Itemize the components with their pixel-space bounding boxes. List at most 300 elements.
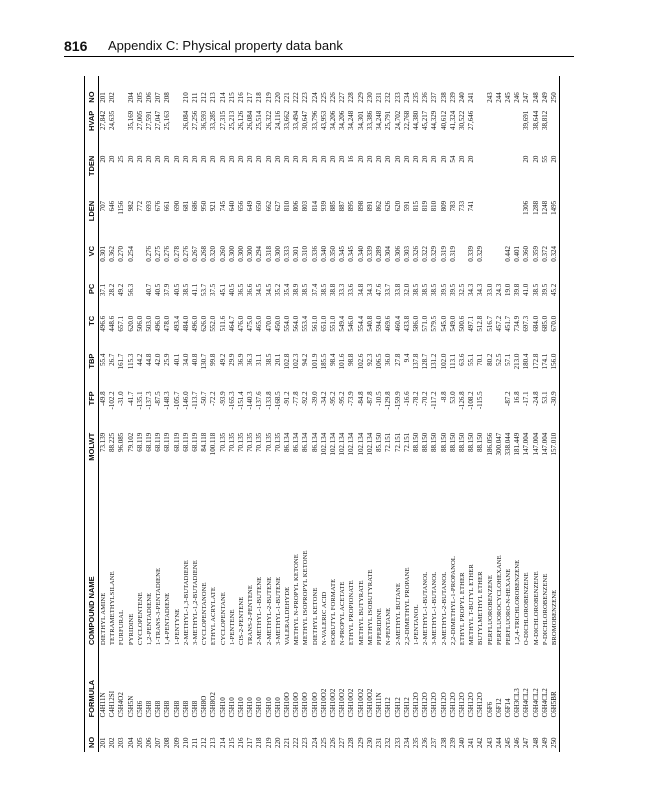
table-cell: 102.134 <box>356 432 365 456</box>
table-cell <box>486 197 495 242</box>
table-cell: 216 <box>237 737 246 748</box>
table-cell: 496.0 <box>191 315 200 332</box>
table-cell: 20 <box>467 155 476 163</box>
table-cell: 0.289 <box>375 245 384 262</box>
column-header: TFP <box>85 387 99 428</box>
table-cell: 20 <box>310 155 319 163</box>
table-cell: 516.7 <box>485 315 494 332</box>
table-cell: 232 <box>384 92 393 103</box>
table-cell: 222 <box>292 737 301 748</box>
property-data-table <box>84 76 560 752</box>
table-row <box>412 76 421 752</box>
table-cell: 40.5 <box>227 283 236 296</box>
table-cell: 186.056 <box>485 432 494 456</box>
table-cell: 207 <box>154 92 163 103</box>
table-cell: METHYL T-BUTYL ETHER <box>468 564 476 646</box>
table-cell: 222 <box>292 92 301 103</box>
table-cell <box>486 152 495 197</box>
table-cell: 211 <box>191 737 200 748</box>
table-cell: TETRAMETHYLSILANE <box>109 571 117 646</box>
table-cell: DIETHYL AMINE <box>100 592 107 646</box>
table-cell <box>117 107 126 152</box>
table-cell: 0.326 <box>411 245 420 262</box>
table-row <box>292 76 301 752</box>
table-cell: -91.2 <box>283 391 292 406</box>
table-cell: 20 <box>283 155 292 163</box>
table-row <box>191 76 200 752</box>
table-cell: 217 <box>246 92 255 103</box>
table-cell: 214 <box>218 737 227 748</box>
table-cell: 3-METHYL-1-BUTENE <box>274 576 282 646</box>
table-cell: -50.7 <box>200 391 209 406</box>
table-cell: 0.310 <box>301 245 310 262</box>
table-cell: 0.300 <box>227 245 236 262</box>
table-cell: 620 <box>393 200 402 212</box>
table-cell: TRANS-2-PENTENE <box>247 585 255 646</box>
table-cell <box>513 107 522 152</box>
table-cell: 100.118 <box>209 432 218 456</box>
table-cell <box>486 107 495 152</box>
table-cell: 38.5 <box>264 353 273 366</box>
table-cell: 174.1 <box>540 353 549 370</box>
table-cell: 205 <box>135 92 144 103</box>
table-cell: 25,791 <box>384 110 393 130</box>
table-cell: 38.5 <box>430 283 439 296</box>
table-cell: 33,662 <box>283 110 292 130</box>
table-cell: -102.2 <box>108 391 117 410</box>
table-cell <box>495 242 504 280</box>
table-cell: 70.135 <box>273 432 282 453</box>
table-cell: 1,4-PENTADIENE <box>164 592 172 646</box>
table-cell: 450.0 <box>273 315 282 332</box>
table-cell: 0.278 <box>172 245 181 262</box>
table-cell: -146.0 <box>181 391 190 410</box>
table-cell: 216 <box>237 92 246 103</box>
table-cell: 20 <box>421 155 430 163</box>
table-cell <box>550 107 560 152</box>
table-cell: 0.319 <box>439 245 448 262</box>
table-cell: 102.6 <box>356 353 365 370</box>
table-cell: 1495 <box>550 197 560 242</box>
table-cell: 92.3 <box>365 353 374 366</box>
table-cell: 2-METHYL-2-BUTENE <box>265 576 273 646</box>
table-cell: 230 <box>365 92 374 103</box>
table-cell: 137.8 <box>411 353 420 370</box>
table-cell: 28.2 <box>108 283 117 296</box>
table-cell: 39.5 <box>448 283 457 296</box>
table-cell: 39.5 <box>540 283 549 296</box>
table-cell: 661 <box>163 200 172 212</box>
table-cell: -34.2 <box>319 391 328 406</box>
table-cell: 0.339 <box>467 245 476 262</box>
table-cell: 202 <box>108 737 117 748</box>
table-cell: C5H12O <box>457 692 466 718</box>
table-cell: 626 <box>384 200 393 212</box>
table-cell: 0.329 <box>476 245 485 262</box>
table-cell: 228 <box>347 92 356 103</box>
table-cell <box>504 107 513 152</box>
table-cell: C5H10O2 <box>319 688 328 718</box>
table-cell: C5H8O <box>200 695 209 718</box>
table-cell: 0.320 <box>209 245 218 262</box>
table-row <box>99 76 109 752</box>
table-cell: 469.6 <box>384 315 393 332</box>
table-cell: 250 <box>550 76 560 107</box>
table-cell: 809 <box>439 200 448 212</box>
table-cell: 68.119 <box>154 432 163 452</box>
table-cell: 63.6 <box>457 353 466 366</box>
table-cell: 734.9 <box>513 315 522 332</box>
table-cell: 26.7 <box>108 353 117 366</box>
table-cell: -16.6 <box>402 391 411 406</box>
table-cell: 224 <box>310 92 319 103</box>
table-cell: 20 <box>227 155 236 163</box>
table-cell: 38.9 <box>292 283 301 296</box>
table-cell: METHYL ISOBUTYRATE <box>366 569 374 646</box>
table-cell: 34.5 <box>264 283 273 296</box>
table-cell: 0.345 <box>338 245 347 262</box>
table-cell: 84.118 <box>200 432 209 452</box>
table-cell: 226 <box>329 737 338 748</box>
table-cell: 0.275 <box>154 245 163 262</box>
column-header: COMPOUND NAME <box>85 486 99 649</box>
table-cell: -92.2 <box>301 391 310 406</box>
table-row <box>154 76 163 752</box>
table-cell: -87.8 <box>365 391 374 406</box>
table-cell: 219 <box>264 737 273 748</box>
table-cell: 433.8 <box>402 315 411 332</box>
table-cell: 891 <box>365 200 374 212</box>
table-cell: 0.270 <box>117 245 126 262</box>
table-cell: 130.7 <box>200 353 209 370</box>
table-cell: C5H10 <box>237 697 246 718</box>
table-cell: 181.449 <box>513 432 522 456</box>
table-cell: 27,646 <box>467 110 476 130</box>
column-header: FORMULA <box>85 649 99 721</box>
table-cell: 620.0 <box>126 315 135 332</box>
table-cell: 102.134 <box>329 432 338 456</box>
table-cell: 34,206 <box>338 110 347 130</box>
table-cell: 0.322 <box>421 245 430 262</box>
table-cell: C5H12 <box>393 697 402 718</box>
table-cell: 0.268 <box>200 245 209 262</box>
table-cell: 662 <box>264 200 273 212</box>
table-cell <box>504 197 513 242</box>
table-cell: 657.1 <box>117 315 126 332</box>
table-cell: 239 <box>448 737 457 748</box>
table-cell: 68.119 <box>145 432 154 452</box>
table-cell: 53.1 <box>540 391 549 404</box>
table-cell: 31.1 <box>255 353 264 366</box>
table-row <box>108 76 117 752</box>
table-cell: 102.134 <box>365 432 374 456</box>
table-cell: 180.4 <box>522 353 531 370</box>
table-cell: 27,591 <box>145 110 154 130</box>
table-cell: C5H10O2 <box>347 688 356 718</box>
table-cell: 20 <box>145 155 154 163</box>
table-cell: 72.151 <box>393 432 402 453</box>
table-cell: C5H12O <box>430 692 439 718</box>
table-cell: 204 <box>126 737 135 748</box>
table-cell: C6H4CL2 <box>522 688 531 718</box>
table-cell: PIPERIDINE <box>376 608 384 646</box>
table-cell: 32.5 <box>457 283 466 296</box>
table-cell: ETHYL ACRYLATE <box>210 587 218 646</box>
table-cell: BUTYLMETHYL ETHER <box>477 571 485 646</box>
table-cell: 49.2 <box>218 353 227 366</box>
table-cell: DIETHYL KETONE <box>311 587 319 646</box>
table-cell: N-VALERIC ACID <box>320 591 328 646</box>
table-cell: 20 <box>329 155 338 163</box>
table-cell: -148.3 <box>163 391 172 410</box>
table-cell: 34,301 <box>356 110 365 130</box>
table-cell <box>476 197 485 242</box>
table-cell: 88.150 <box>430 432 439 453</box>
table-cell: 227 <box>338 92 347 103</box>
table-cell: 33.6 <box>347 283 356 296</box>
table-cell: 70.1 <box>476 353 485 366</box>
table-cell: C5H10 <box>218 697 227 718</box>
table-cell: 0.372 <box>540 245 549 262</box>
table-cell: 26,084 <box>181 110 190 130</box>
table-cell: 627 <box>273 200 282 212</box>
table-cell: 546.0 <box>347 315 356 332</box>
table-cell: 55.4 <box>99 353 107 366</box>
table-cell: -87.5 <box>154 391 163 406</box>
table-row <box>173 76 182 752</box>
table-cell: 68.119 <box>181 432 190 452</box>
table-cell: 86.134 <box>292 432 301 453</box>
table-cell: 35.2 <box>273 283 282 296</box>
column-header: TDEN <box>85 152 99 197</box>
table-row <box>338 76 347 752</box>
table-cell: 20 <box>439 155 448 163</box>
table-cell: C5H10O <box>301 692 310 718</box>
table-cell: 238 <box>439 92 448 103</box>
table-cell: 0.350 <box>329 245 338 262</box>
table-row <box>347 76 356 752</box>
table-cell: 240 <box>457 92 466 103</box>
table-cell: 41,324 <box>448 110 457 130</box>
table-cell: 497.1 <box>467 315 476 332</box>
table-row <box>127 76 136 752</box>
table-cell: 815 <box>411 200 420 212</box>
table-cell: 1-PENTYNE <box>173 608 181 646</box>
table-cell: 203 <box>117 737 126 748</box>
table-cell: 225 <box>319 737 328 748</box>
table-cell: 0.401 <box>513 245 522 262</box>
table-cell: 551.0 <box>329 315 338 332</box>
table-cell: 545.0 <box>439 315 448 332</box>
table-cell: 40.7 <box>145 283 154 296</box>
table-cell: 2-METHYL-1-BUTANOL <box>422 571 430 646</box>
table-cell: C6H3CL3 <box>513 688 522 718</box>
table-cell: 982 <box>126 200 135 212</box>
column-header: MOLWT <box>85 429 99 486</box>
table-cell: 885 <box>329 200 338 212</box>
table-cell: 493.4 <box>172 315 181 332</box>
table-cell: 20 <box>255 155 264 163</box>
table-row <box>237 76 246 752</box>
table-row <box>219 76 228 752</box>
table-cell: 686 <box>191 200 200 212</box>
table-cell: 237 <box>430 92 439 103</box>
table-cell: 0.260 <box>218 245 227 262</box>
table-cell: 626.0 <box>200 315 209 332</box>
table-cell: 44.8 <box>145 353 154 366</box>
table-cell <box>136 280 145 312</box>
table-cell: 55.1 <box>467 353 476 366</box>
table-cell: 38.5 <box>531 283 540 296</box>
table-cell: 0.267 <box>191 245 200 262</box>
table-cell: 561.0 <box>310 315 319 332</box>
table-cell: C5H10O <box>310 692 319 718</box>
table-cell: 887 <box>338 200 347 212</box>
table-cell: 33,285 <box>209 110 218 130</box>
table-cell: 33.8 <box>393 283 402 296</box>
table-cell: C5H8 <box>181 700 190 718</box>
table-cell: 549.4 <box>338 315 347 332</box>
table-cell: 68.119 <box>172 432 181 452</box>
table-cell: 225 <box>319 92 328 103</box>
table-row <box>301 76 310 752</box>
table-cell: 218 <box>255 737 264 748</box>
table-cell: 210 <box>181 737 190 748</box>
table-cell: 185.5 <box>319 353 328 370</box>
table-cell: 233 <box>393 737 402 748</box>
table-cell: 20 <box>264 155 273 163</box>
table-cell: 236 <box>421 92 430 103</box>
table-cell: 55 <box>540 155 549 163</box>
table-cell: 47.6 <box>375 283 384 296</box>
table-cell: 25,514 <box>255 110 264 130</box>
table-cell: 248 <box>531 737 540 748</box>
table-cell: C4H11N <box>99 692 107 718</box>
table-cell: C5H10O <box>292 692 301 718</box>
table-cell: 733 <box>457 200 466 212</box>
table-cell: 41.0 <box>522 283 531 296</box>
table-cell: 554.0 <box>283 315 292 332</box>
table-cell: 44.2 <box>135 353 144 366</box>
table-cell: C5H12O <box>439 692 448 718</box>
table-cell: 25,163 <box>163 110 172 130</box>
table-cell: 1-PENTENE <box>228 609 236 646</box>
table-cell: C4H12SI <box>108 690 117 718</box>
table-cell <box>486 242 495 280</box>
table-cell: 0.318 <box>264 245 273 262</box>
table-cell: 246 <box>513 92 522 103</box>
table-row <box>136 76 145 752</box>
table-cell <box>504 152 513 197</box>
table-cell: 113.1 <box>448 353 457 370</box>
table-cell: 511.6 <box>218 315 227 332</box>
table-cell <box>495 387 504 428</box>
table-cell: 772 <box>135 200 144 212</box>
table-cell: 475.0 <box>246 315 255 332</box>
column-header: NO <box>85 721 99 752</box>
table-cell: 33,796 <box>310 110 319 130</box>
table-cell: 211 <box>191 92 200 103</box>
table-cell: 208 <box>163 737 172 748</box>
table-cell: 0.300 <box>246 245 255 262</box>
table-row <box>255 76 264 752</box>
table-cell: 34,248 <box>347 110 356 130</box>
table-cell: 20 <box>135 155 144 163</box>
table-cell: 98.8 <box>347 353 356 366</box>
table-cell: 102.134 <box>338 432 347 456</box>
table-cell: C5H8 <box>172 700 181 718</box>
table-cell: -17.1 <box>522 391 531 406</box>
table-cell: 243 <box>485 737 494 748</box>
table-cell: 20 <box>356 155 365 163</box>
table-cell: 215 <box>227 92 236 103</box>
table-cell: 79.102 <box>126 432 135 453</box>
table-cell: 950 <box>200 200 209 212</box>
table-cell: 35.4 <box>283 283 292 296</box>
table-cell: -117.2 <box>430 391 439 410</box>
table-cell: 241 <box>467 92 476 103</box>
table-cell: C5H12O <box>421 692 430 718</box>
table-cell: 814 <box>310 200 319 212</box>
table-cell: 249 <box>540 737 549 748</box>
table-cell: 649 <box>246 200 255 212</box>
table-cell: 27,842 <box>99 110 107 130</box>
table-cell: 215 <box>227 737 236 748</box>
table-cell: 227 <box>338 737 347 748</box>
table-cell: 86.134 <box>310 432 319 453</box>
table-cell: 1306 <box>522 200 531 215</box>
header-rule <box>64 56 574 57</box>
table-cell: C5H12O <box>467 692 476 718</box>
table-cell: 243 <box>485 92 494 103</box>
table-cell <box>495 107 504 152</box>
table-row <box>200 76 209 752</box>
table-cell: 234 <box>402 737 411 748</box>
table-cell: 223 <box>301 737 310 748</box>
table-cell: C6H4CL2 <box>540 688 549 718</box>
table-cell: C5H10O2 <box>365 688 374 718</box>
table-cell: 512.8 <box>476 315 485 332</box>
table-cell: 52.5 <box>494 353 503 366</box>
table-cell: 506.0 <box>135 315 144 332</box>
table-cell: 819 <box>421 200 430 212</box>
table-cell: 43,953 <box>319 110 328 130</box>
table-cell: -77.8 <box>292 391 301 406</box>
table-cell: 685.0 <box>540 315 549 332</box>
table-cell: 73.139 <box>99 432 107 453</box>
table-cell: ISOBUTYL FORMATE <box>330 578 338 646</box>
table-cell: 80.2 <box>485 353 494 366</box>
table-row <box>522 76 531 752</box>
table-row <box>504 76 513 752</box>
table-cell: PERFLUORO-N-HEXANE <box>504 568 512 646</box>
table-cell: 0.300 <box>273 245 282 262</box>
table-cell: 0.319 <box>448 245 457 262</box>
table-cell: PYRIDINE <box>127 613 135 646</box>
table-cell: 20 <box>246 155 255 163</box>
table-header-row <box>85 76 99 752</box>
table-cell: 20 <box>402 155 411 163</box>
table-cell: 88.150 <box>476 432 485 453</box>
table-cell: 707 <box>99 200 107 212</box>
table-cell: 147.004 <box>540 432 549 456</box>
table-cell: PERFLUOROCYCLOHEXANE <box>495 555 503 646</box>
table-cell: 205 <box>135 737 144 748</box>
table-cell: 70.135 <box>227 432 236 453</box>
table-cell: 25,213 <box>227 110 236 130</box>
table-cell: 34.8 <box>356 283 365 296</box>
table-cell: 500.6 <box>457 315 466 332</box>
